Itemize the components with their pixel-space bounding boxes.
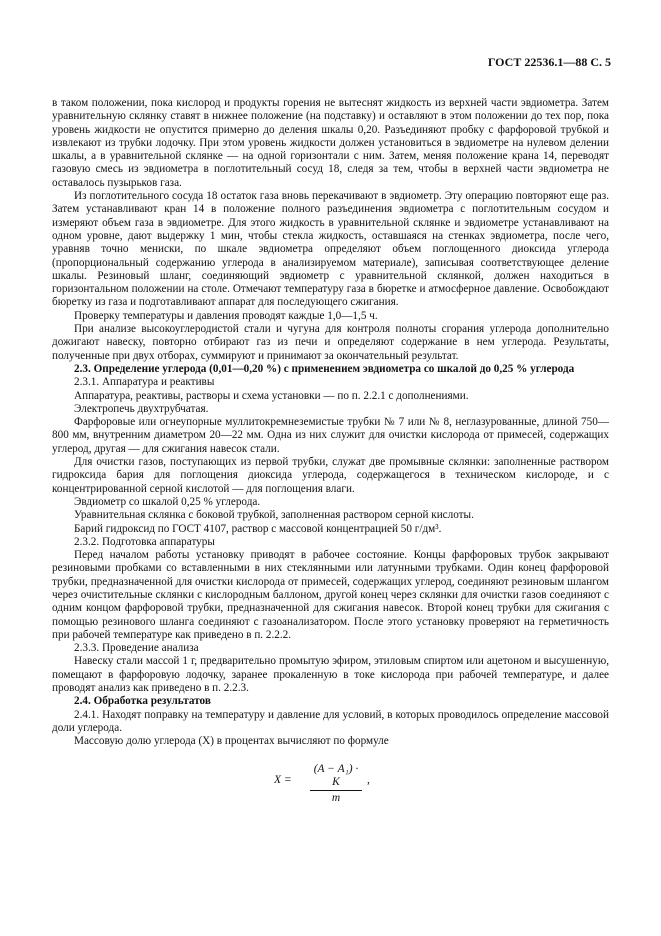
paragraph: Аппаратура, реактивы, растворы и схема установки — по п. 2.2.1 с дополнениями. (74, 389, 469, 402)
document-body (52, 97, 609, 805)
paragraph: Барий гидроксид по ГОСТ 4107, раствор с массовой концентрацией 50 г/дм³. (74, 522, 442, 535)
section-heading: 2.3. Определение углерода (0,01—0,20 %) с применением эвдиометра со шкалой до 0,25 % углерода (74, 362, 575, 375)
paragraph: Из поглотительного сосуда 18 остаток газа вновь перекачивают в эвдиометр. Эту операцию повторяют еще раз. Затем устанавливают кран 14 в положение полного разъединения эвдиометра с поглотительным сосудом и измеряют объем газа в эвдиометре. Для этого жидкость в уравнительной склянке и эвдиометре устанавливают на одном уровне, дают выдержку 1 мин, чтобы стекла жидкость, оставшаяся на стенках эвдиометра, после чего, уравняв точно мениски, по шкале эвдиометра определяют объем поглощенного диоксида углерода (пропорциональный содержанию углерода в анализируемом материале), записывая соответствующее деление шкалы. Резиновый шланг, соединяющий эвдиометр с уравнительной склянкой, должен находиться в горизонтальном положении на столе. Отмечают температуру газа в бюретке и атмосферное давление. Освобождают бюретку из газа и подготавливают аппарат для последующего сжигания. (52, 190, 609, 309)
paragraph: в таком положении, пока кислород и продукты горения не вытеснят жидкость из верхней части эвдиометра. Затем уравнительную склянку ставят в нижнее положение (на подставку) и оставляют в этом положении до тех пор, пока уровень жидкости не опустится примерно до деления шкалы 0,20. Разъединяют пробку с фарфоровой трубкой и извлекают из трубки лодочку. При этом уровень жидкости должен установиться в эвдиометре на нулевом делении шкалы, а в уравнительной склянке — на одной горизонтали с ним. Затем, меняя положение крана 14, переводят газовую смесь из эвдиометра в поглотительный сосуд 18, следя за тем, чтобы в верхней части эвдиометра не оставалось пузырьков газа. (52, 97, 609, 189)
paragraph: Перед началом работы установку приводят в рабочее состояние. Концы фарфоровых трубок закрывают резиновыми пробками со вставленными в них стеклянными или латунными трубками. Один конец фарфоровой трубки, предназначенной для очистки кислорода от примесей, содержащих углерод, соединяют резиновым шлангом через очистительные склянки с кислородным баллоном, другой конец через склянки для очистки газов соединяют с одним концом фарфоровой трубки, предназначенной для сжигания навесок. Второй конец трубки для сжигания с помощью резинового шланга соединяют с газоанализатором. После этого установку проверяют на герметичность при рабочей температуре как приведено в п. 2.2.2. (52, 549, 609, 641)
carbon-formula (52, 762, 609, 805)
formula-fraction (310, 763, 362, 806)
paragraph: Навеску стали массой 1 г, предварительно промытую эфиром, этиловым спиртом или ацетоном и высушенную, помещают в фарфоровую лодочку, заранее прокаленную в токе кислорода при рабочей температуре, и далее проводят анализ как приведено в п. 2.2.3. (52, 655, 609, 695)
formula-trailing: , (367, 773, 370, 786)
subsection-heading: 2.3.3. Проведение анализа (74, 642, 199, 655)
section-heading: 2.4. Обработка результатов (74, 695, 211, 708)
paragraph: Фарфоровые или огнеупорные муллитокремнеземистые трубки № 7 или № 8, неглазурованные, длиной 750—800 мм, внутренним диаметром 20—22 мм. Одна из них служит для очистки кислорода от примесей, содержащих углерод, другая — для сжигания навесок стали. (52, 416, 609, 455)
paragraph: 2.4.1. Находят поправку на температуру и давление для условий, в которых проводилось определение массовой доли углерода. (52, 708, 609, 734)
paragraph: Проверку температуры и давления проводят каждые 1,0—1,5 ч. (74, 309, 378, 322)
paragraph: Массовую долю углерода (X) в процентах вычисляют по формуле (74, 735, 389, 748)
paragraph: Для очистки газов, поступающих из первой трубки, служат две промывные склянки: заполненные раствором гидроксида бария для поглощения диоксида углерода, содержащегося в техническом кислороде, и с концентрированной серной кислотой — для поглощения влаги. (52, 456, 609, 495)
formula-numerator: (A − A₁) · K (313, 762, 359, 788)
paragraph: При анализе высокоуглеродистой стали и чугуна для контроля полноты сгорания углерода дополнительно дожигают навеску, повторно отбирают газ из печи и определяют содержание в нем углерода. Результаты, полученные при двух отборах, суммируют и принимают за окончательный результат. (52, 323, 609, 362)
paragraph: Эвдиометр со шкалой 0,25 % углерода. (74, 495, 261, 508)
fraction-bar (310, 790, 362, 791)
page-header: ГОСТ 22536.1—88 С. 5 (487, 55, 611, 69)
formula-denominator: m (331, 792, 341, 805)
paragraph: Электропечь двухтрубчатая. (74, 402, 209, 415)
subsection-heading: 2.3.2. Подготовка аппаратуры (74, 535, 215, 548)
paragraph: Уравнительная склянка с боковой трубкой, заполненная раствором серной кислоты. (74, 509, 474, 522)
subsection-heading: 2.3.1. Аппаратура и реактивы (74, 376, 215, 389)
formula-lhs: X = (274, 773, 292, 786)
